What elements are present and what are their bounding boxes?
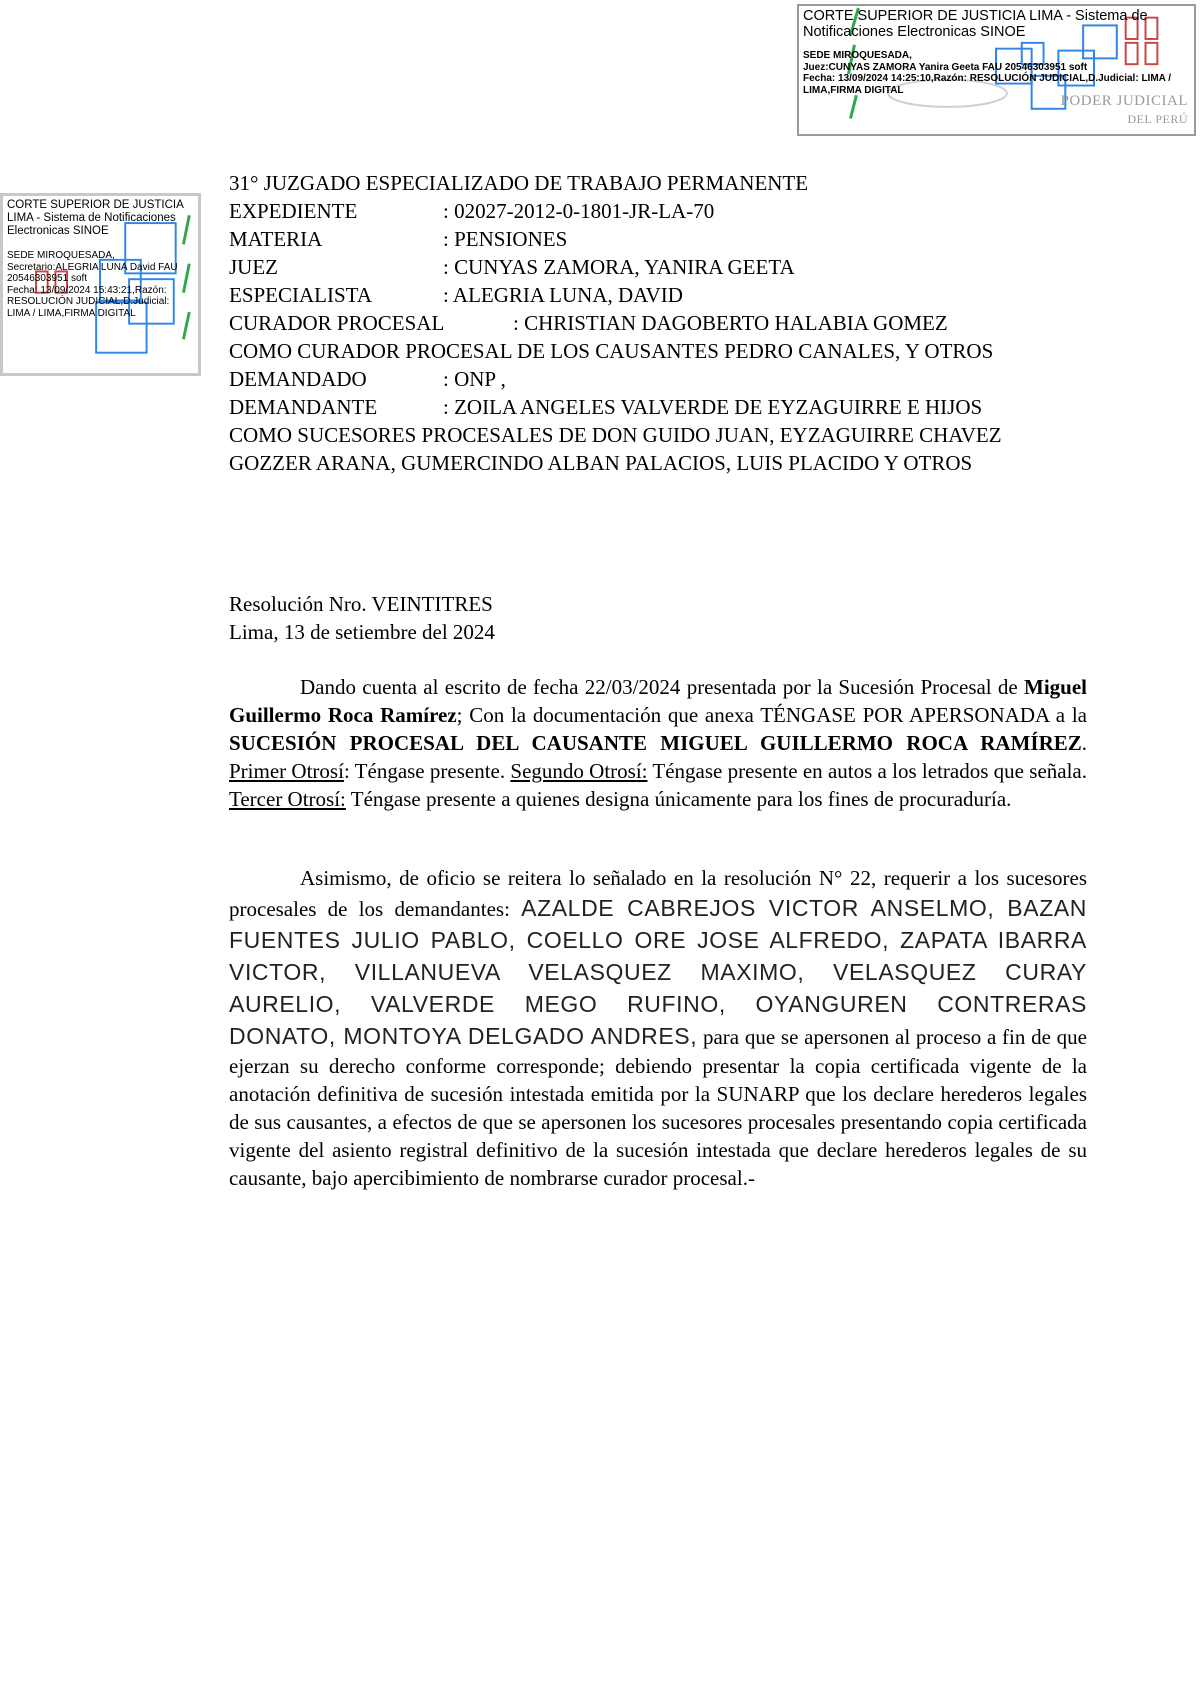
logo-line-1: PODER JUDICIAL [1060,93,1188,109]
juez-row [229,253,1129,281]
p1-text-3: . [1081,731,1087,755]
p1-primer-otrosi: Primer Otrosí [229,759,344,783]
juez-label: JUEZ [229,255,278,279]
expediente-label: EXPEDIENTE [229,199,358,223]
demandante-value: : ZOILA ANGELES VALVERDE DE EYZAGUIRRE E HIJOS [443,395,983,419]
materia-row [229,225,1129,253]
p1-text-5: Téngase presente en autos a los letrados que señala. [647,759,1087,783]
signature-details: SEDE MIROQUESADA, Juez:CUNYAS ZAMORA Yanira Geeta FAU 20546303951 soft Fecha: 13/09/2024 14:25:10,Razón: RESOLUCIÓN JUDICIAL,D.Judicial: LIMA / LIMA,FIRMA DIGITAL [803,50,1172,96]
digital-signature-secretary [0,193,201,376]
resolution-place-date: Lima, 13 de setiembre del 2024 [229,620,495,644]
demandado-label: DEMANDADO [229,367,367,391]
expediente-row [229,197,1129,225]
signature-title: CORTE SUPERIOR DE JUSTICIA LIMA - Sistema de Notificaciones Electronicas SINOE [803,8,1148,40]
case-header [229,169,1129,477]
p1-text-2: ; Con la documentación que anexa TÉNGASE POR APERSONADA a la [456,703,1087,727]
p1-tercer-otrosi: Tercer Otrosí: [229,787,346,811]
p1-segundo-otrosi: Segundo Otrosí: [510,759,648,783]
especialista-row [229,281,1129,309]
p2-text-2: para que se apersonen al proceso a fin de que ejerzan su derecho conforme corresponde; debiendo presentar la copia certificada vigente de la anotación definitiva de sucesión intestada emitida por la SUNARP que los declare herederos legales de sus causantes, a efectos de que se apersonen los sucesores procesales presentando copia certificada vigente del asiento registral definitivo de la sucesión intestada que declare herederos legales de su causante, bajo apercibimiento de nombrarse curador procesal.- [229,1025,1087,1190]
p2-text-1: Asimismo, de oficio se reitera lo señalado en la resolución N° 22, requerir a los sucesores procesales de los demandantes: [229,866,1087,921]
expediente-value: : 02027-2012-0-1801-JR-LA-70 [443,199,715,223]
especialista-label: ESPECIALISTA [229,283,372,307]
curador-label: CURADOR PROCESAL [229,311,445,335]
p1-text-1: Dando cuenta al escrito de fecha 22/03/2024 presentada por la Sucesión Procesal de [300,675,1024,699]
curador-continuation: COMO CURADOR PROCESAL DE LOS CAUSANTES PEDRO CANALES, Y OTROS [229,339,994,363]
signature-title: CORTE SUPERIOR DE JUSTICIA LIMA - Sistema de Notificaciones Electronicas SINOE [7,199,184,237]
curador-row [229,309,1129,337]
digital-signature-judge [797,4,1196,136]
curador-value: : CHRISTIAN DAGOBERTO HALABIA GOMEZ [513,311,948,335]
materia-value: : PENSIONES [443,227,568,251]
signature-details: SEDE MIROQUESADA, Secretario:ALEGRIA LUNA David FAU 20546303951 soft Fecha: 13/09/2024 15:43:21,Razón: RESOLUCIÓN JUDICIAL,D.Judicial: LIMA / LIMA,FIRMA DIGITAL [7,250,178,319]
p1-text-4: : Téngase presente. [343,759,511,783]
resolution-number: Resolución Nro. VEINTITRES [229,592,493,616]
demandado-row [229,365,1129,393]
logo-line-2: DEL PERÚ [1127,112,1188,126]
court-name: 31° JUZGADO ESPECIALIZADO DE TRABAJO PERMANENTE [229,171,809,195]
p1-bold-2: SUCESIÓN PROCESAL DEL CAUSANTE MIGUEL GUILLERMO ROCA RAMÍREZ [229,731,1082,755]
demandante-label: DEMANDANTE [229,395,378,419]
p2-names-list: AZALDE CABREJOS VICTOR ANSELMO, BAZAN FUENTES JULIO PABLO, COELLO ORE JOSE ALFREDO, ZAPATA IBARRA VICTOR, VILLANUEVA VELASQUEZ MAXIMO, VELASQUEZ CURAY AURELIO, VALVERDE MEGO RUFINO, OYANGUREN CONTRERAS DONATO, MONTOYA DELGADO ANDRES, [229,895,1087,1049]
p1-bold-1: Miguel Guillermo Roca Ramírez [229,675,1087,727]
demandado-value: : ONP , [443,367,506,391]
paragraph-requerimiento [229,864,1087,1192]
p1-text-6: Téngase presente a quienes designa únicamente para los fines de procuraduría. [345,787,1012,811]
especialista-value: : ALEGRIA LUNA, DAVID [443,283,683,307]
demandante-row [229,393,1129,421]
demandante-continuation: COMO SUCESORES PROCESALES DE DON GUIDO JUAN, EYZAGUIRRE CHAVEZ GOZZER ARANA, GUMERCINDO ALBAN PALACIOS, LUIS PLACIDO Y OTROS [229,423,1002,475]
resolution-block [229,590,495,646]
materia-label: MATERIA [229,227,323,251]
juez-value: : CUNYAS ZAMORA, YANIRA GEETA [443,255,795,279]
paragraph-apersonamiento [229,673,1087,813]
